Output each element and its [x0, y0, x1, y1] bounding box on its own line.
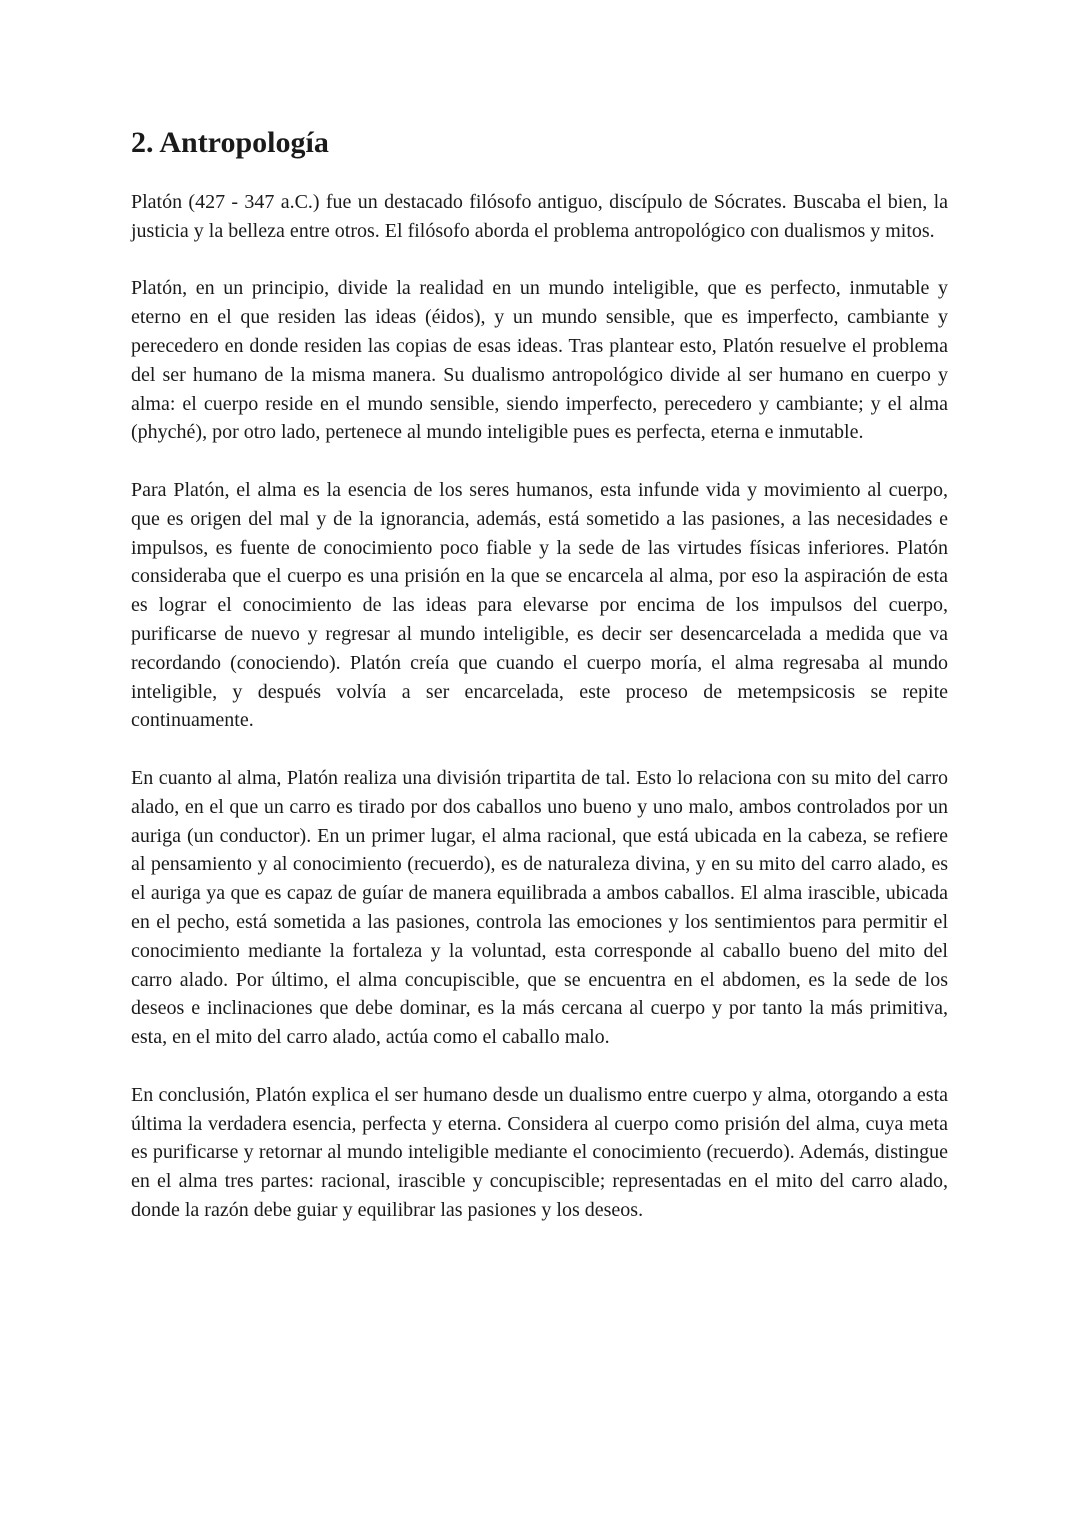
paragraph-soul-essence: Para Platón, el alma es la esencia de los seres humanos, esta infunde vida y movimiento al cuerpo, que es origen del mal y de la ignorancia, además, está sometido a las pasiones, a las necesidades e impulsos, es fuente de conocimiento poco fiable y la sede de las virtudes físicas inferiores. Platón consideraba que el cuerpo es una prisión en la que se encarcela al alma, por eso la aspiración de esta es lograr el conocimiento de las ideas para elevarse por encima de los impulsos del cuerpo, purificarse de nuevo y regresar al mundo inteligible, es decir ser desencarcelada a medida que va recordando (conociendo). Platón creía que cuando el cuerpo moría, el alma regresaba al mundo inteligible, y después volvía a ser encarcelada, este proceso de metempsicosis se repite continuamente.: [131, 478, 948, 732]
paragraph-tripartite-soul: En cuanto al alma, Platón realiza una división tripartita de tal. Esto lo relaciona con su mito del carro alado, en el que un carro es tirado por dos caballos uno bueno y uno malo, ambos controlados por un auriga (un conductor). En un primer lugar, el alma racional, que está ubicada en la cabeza, se refiere al pensamiento y al conocimiento (recuerdo), es de naturaleza divina, y en su mito del carro alado, es el auriga ya que es capaz de guíar de manera equilibrada a ambos caballos. El alma irascible, ubicada en el pecho, está sometida a las pasiones, controla las emociones y los sentimientos para permitir el conocimiento mediante la fortaleza y la voluntad, esta corresponde al caballo bueno del mito del carro alado. Por último, el alma concupiscible, que se encuentra en el abdomen, es la sede de los deseos e inclinaciones que debe dominar, es la más cercana al cuerpo y por tanto la más primitiva, esta, en el mito del carro alado, actúa como el caballo malo.: [131, 766, 948, 1049]
paragraph-dualism: Platón, en un principio, divide la realidad en un mundo inteligible, que es perfecto, inmutable y eterno en el que residen las ideas (éidos), y un mundo sensible, que es imperfecto, cambiante y perecedero en donde residen las copias de esas ideas. Tras plantear esto, Platón resuelve el problema del ser humano de la misma manera. Su dualismo antropológico divide al ser humano en cuerpo y alma: el cuerpo reside en el mundo sensible, siendo imperfecto, perecedero y cambiante; y el alma (phyché), por otro lado, pertenece al mundo inteligible pues es perfecta, eterna e inmutable.: [131, 277, 948, 444]
paragraph-conclusion: En conclusión, Platón explica el ser humano desde un dualismo entre cuerpo y alma, otorgando a esta última la verdadera esencia, perfecta y eterna. Considera al cuerpo como prisión del alma, cuya meta es purificarse y retornar al mundo inteligible mediante el conocimiento (recuerdo). Además, distingue en el alma tres partes: racional, irascible y concupiscible; representadas en el mito del carro alado, donde la razón debe guiar y equilibrar las pasiones y los deseos.: [131, 1083, 948, 1221]
section-heading: 2. Antropología: [131, 126, 329, 159]
paragraph-intro: Platón (427 - 347 a.C.) fue un destacado filósofo antiguo, discípulo de Sócrates. Buscaba el bien, la justicia y la belleza entre otros. El filósofo aborda el problema antropológico con dualismos y mitos.: [131, 191, 948, 242]
document-page: [131, 126, 948, 1225]
